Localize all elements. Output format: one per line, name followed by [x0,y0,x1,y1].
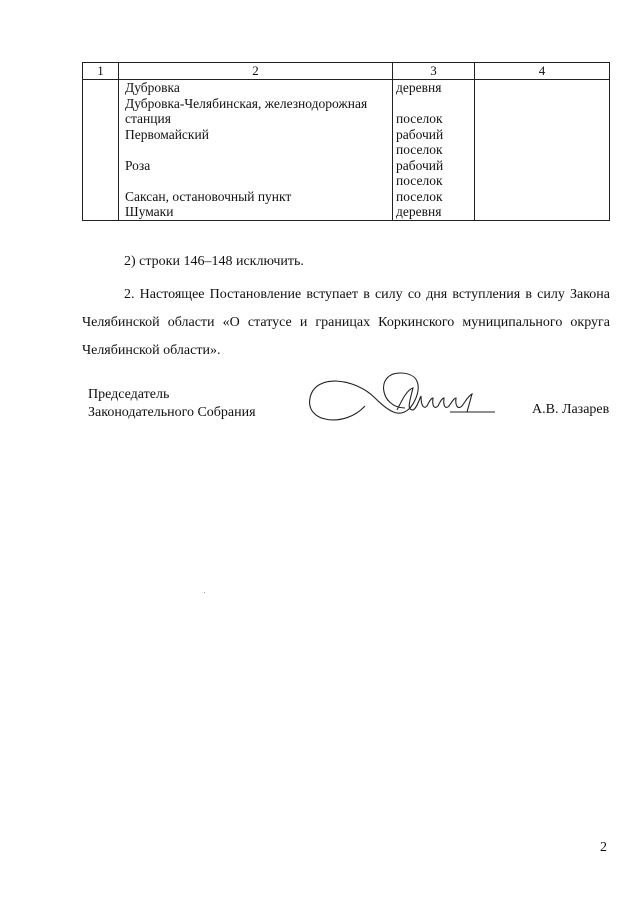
settlement-name [125,173,388,189]
settlement-type: деревня [396,204,442,219]
signatory-name: А.В. Лазарев [532,402,610,417]
settlement-type [396,96,470,112]
settlement-name: Дубровка [125,80,180,95]
settlement-type: рабочий [396,157,444,173]
signatory-title-line: Законодательного Собрания [88,405,256,420]
table-cell-empty [475,80,610,221]
table-header-row [83,63,610,80]
table-header-cell: 2 [119,63,393,80]
table-cell-settlement-names [119,80,393,221]
settlement-name: Саксан, остановочный пункт [125,188,292,204]
settlement-name: Шумаки [125,204,174,219]
settlement-name: Дубровка-Челябинская, железнодорожная [125,95,368,111]
settlement-type: поселок [396,142,443,157]
settlements-table [82,62,610,221]
table-cell-settlement-types [393,80,475,221]
settlement-type: поселок [396,111,443,126]
table-row [83,80,610,221]
settlement-type: поселок [396,173,443,188]
settlement-type: деревня [396,80,442,95]
scan-speck [204,592,205,593]
table-cell-number [83,80,119,221]
settlement-name [125,142,388,158]
signatory-title-line: Председатель [88,387,170,402]
table-header-cell: 4 [475,63,610,80]
settlement-name: Роза [125,157,151,173]
settlement-type: поселок [396,188,443,204]
settlement-name: Первомайский [125,126,209,142]
signatory-title [88,386,256,422]
settlement-type: рабочий [396,126,444,142]
clause-2-paragraph: 2. Настоящее Постановление вступает в силу со дня вступления в силу Закона Челябинской области «О статусе и границах Коркинского муниципального округа Челябинской области». [82,287,610,358]
table-header-cell: 1 [83,63,119,80]
handwritten-signature [305,368,505,428]
item-2-paragraph: 2) строки 146–148 исключить. [124,254,304,269]
table-header-cell: 3 [393,63,475,80]
page-number: 2 [600,840,607,855]
settlement-name: станция [125,111,171,126]
